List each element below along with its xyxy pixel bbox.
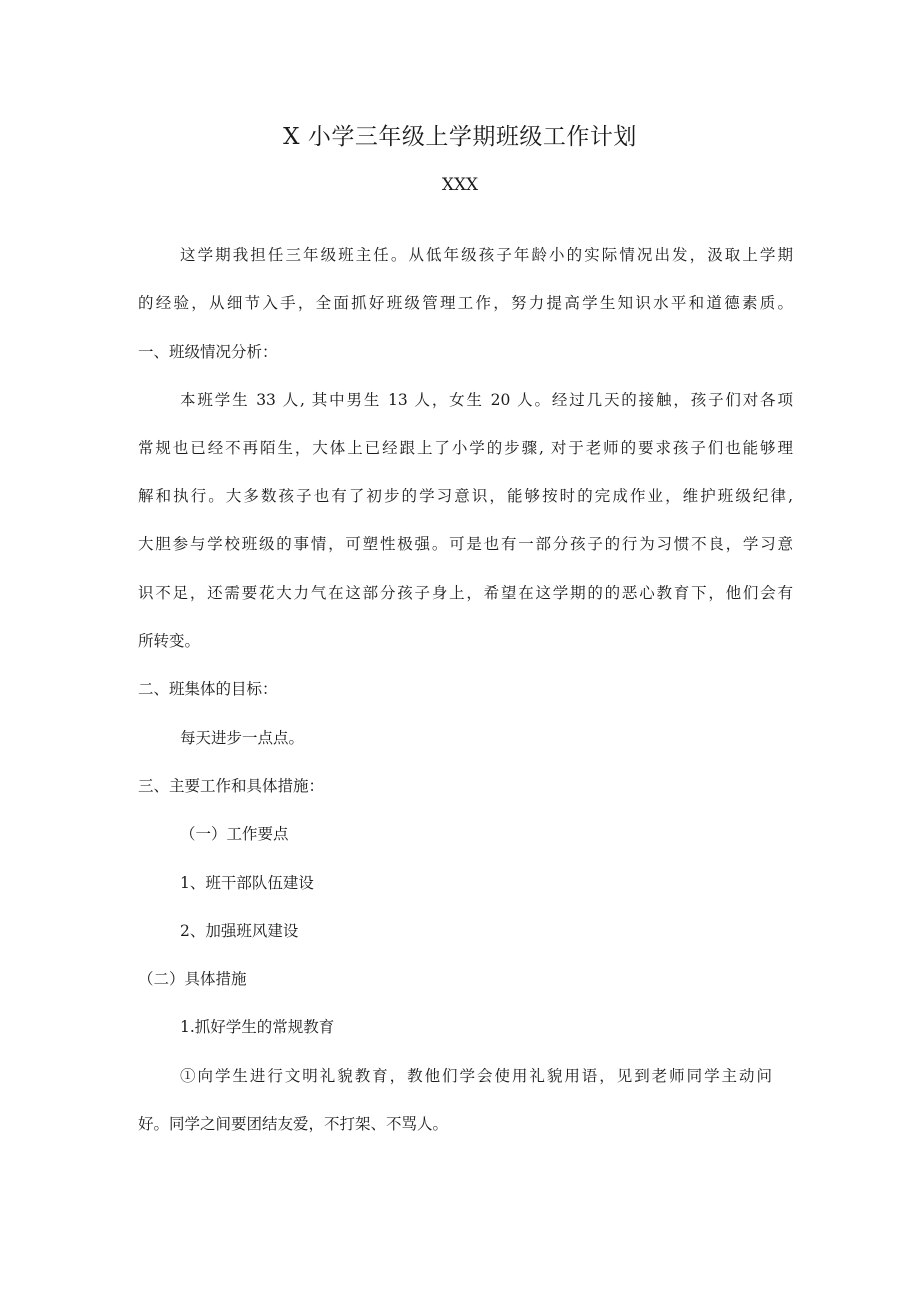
paragraph-line: ①向学生进行文明礼貌教育，教他们学会使用礼貌用语，见到老师同学主动问 bbox=[180, 1067, 772, 1085]
subsection-heading: （二）具体措施 bbox=[138, 970, 247, 988]
paragraph-line: 大胆参与学校班级的事情，可塑性极强。可是也有一部分孩子的行为习惯不良，学习意 bbox=[138, 535, 793, 553]
paragraph-line: 常规也已经不再陌生，大体上已经跟上了小学的步骤, 对于老师的要求孩子们也能够理 bbox=[138, 439, 793, 457]
section-heading: 二、班集体的目标： bbox=[138, 680, 278, 698]
section-heading: 三、主要工作和具体措施： bbox=[138, 777, 325, 795]
list-item: 2、加强班风建设 bbox=[180, 922, 299, 940]
paragraph-line: 识不足，还需要花大力气在这部分孩子身上，希望在这学期的的恶心教育下，他们会有 bbox=[138, 584, 793, 602]
paragraph-line: 每天进步一点点。 bbox=[180, 729, 305, 747]
paragraph-line: 这学期我担任三年级班主任。从低年级孩子年龄小的实际情况出发，汲取上学期 bbox=[180, 246, 793, 264]
paragraph-line: 本班学生 33 人, 其中男生 13 人，女生 20 人。经过几天的接触，孩子们对各项 bbox=[180, 391, 793, 409]
paragraph-line: 的经验，从细节入手，全面抓好班级管理工作，努力提高学生知识水平和道德素质。 bbox=[138, 294, 793, 312]
document-title: X 小学三年级上学期班级工作计划 bbox=[283, 124, 637, 150]
paragraph-line: 所转变。 bbox=[138, 632, 201, 650]
document-author: XXX bbox=[441, 175, 479, 195]
list-item: 1.抓好学生的常规教育 bbox=[180, 1018, 335, 1036]
subsection-heading: （一）工作要点 bbox=[180, 825, 289, 843]
paragraph-line: 好。同学之间要团结友爱，不打架、不骂人。 bbox=[138, 1115, 449, 1133]
paragraph-line: 解和执行。大多数孩子也有了初步的学习意识，能够按时的完成作业，维护班级纪律, bbox=[138, 487, 793, 505]
section-heading: 一、班级情况分析： bbox=[138, 343, 278, 361]
list-item: 1、班干部队伍建设 bbox=[180, 874, 314, 892]
